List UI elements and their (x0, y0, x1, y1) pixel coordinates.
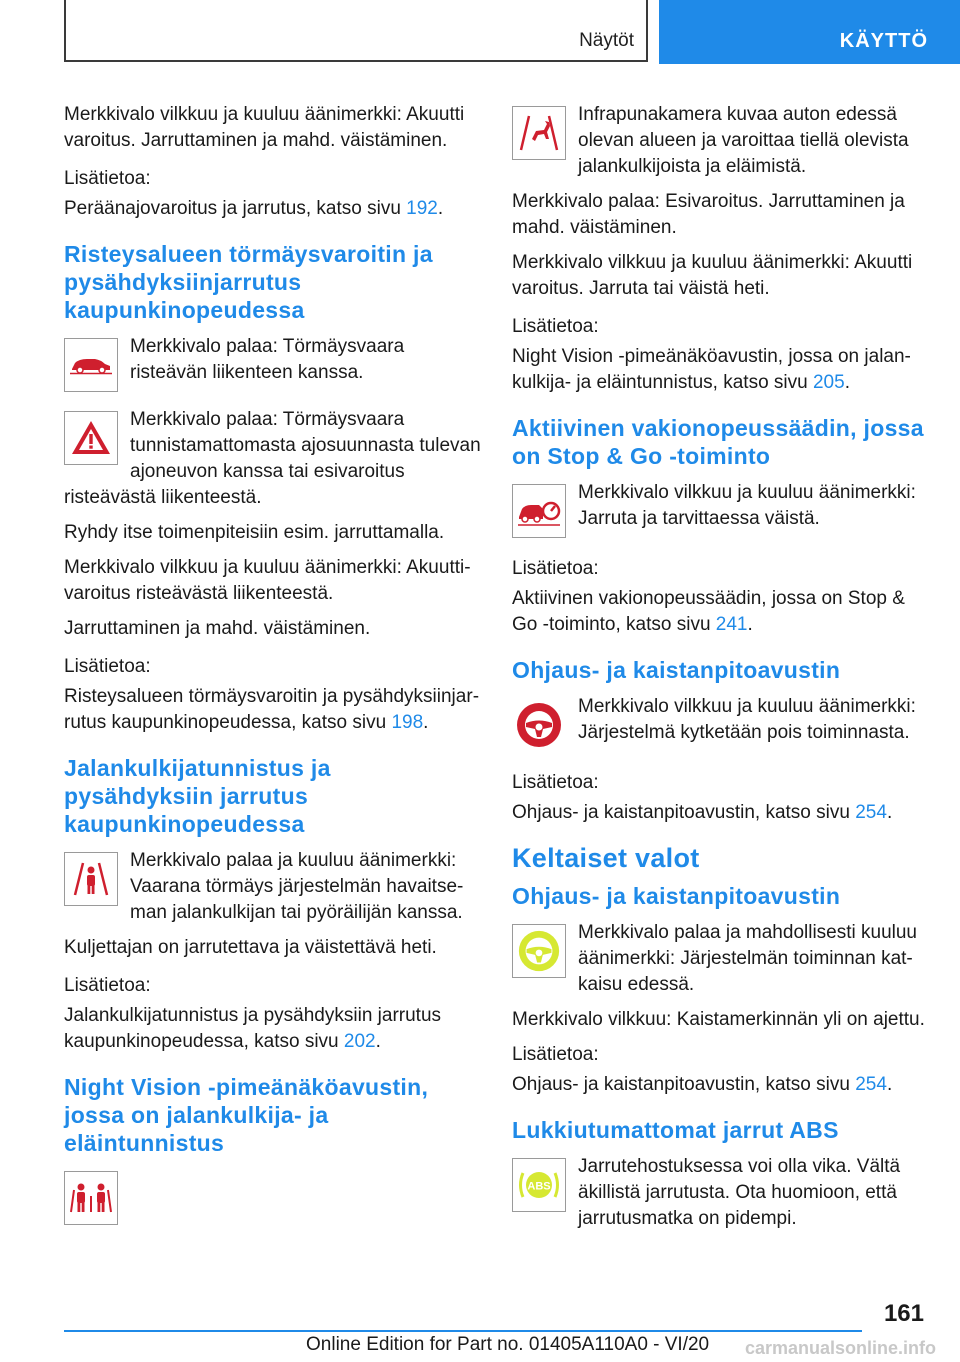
right-column (512, 102, 928, 1241)
more-info-label: Lisätietoa: (64, 975, 151, 996)
header-section-tab (64, 0, 648, 62)
reference: Jalankulkijatunnistus ja pysähdyksiin jarrutus kaupunkinopeudessa, katso sivu 202. (64, 1005, 442, 1052)
page-link[interactable]: 241 (715, 614, 748, 635)
pedestrian-warning-icon (64, 852, 118, 906)
steering-wheel-yellow-icon (512, 924, 566, 978)
watermark: carmanualsonline.info (744, 1338, 936, 1358)
page-number: 161 (883, 1300, 924, 1327)
section-heading: Jalankulkijatunnistus ja pysähdyksiin jarrutus kaupunkinopeudessa (64, 755, 331, 837)
warning-item (512, 480, 928, 544)
section-heading: Ohjaus- ja kaistanpitoavustin (512, 657, 841, 683)
section-heading: Night Vision -pimeänäköavustin, jossa on jalankulkija- ja eläintunnistus (64, 1074, 429, 1156)
paragraph: Merkkivalo vilkkuu ja kuuluu äänimerkki: Akuutti varoitus. Jarruttaminen ja mahd. väistäminen. (64, 104, 465, 151)
warning-text: Merkkivalo palaa ja mahdollisesti kuuluu äänimerkki: Järjestelmän toiminnan katkaisu edessä. (578, 922, 918, 995)
animal-warning-icon (512, 106, 566, 160)
more-info-label: Lisätietoa: (64, 656, 151, 677)
warning-item (512, 102, 928, 180)
page-link[interactable]: 205 (812, 372, 845, 393)
header-chapter-title: KÄYTTÖ (839, 30, 928, 52)
section-heading: Aktiivinen vakionopeussäädin, jossa on Stop & Go -toiminto (512, 415, 924, 469)
footer-divider (64, 1330, 862, 1332)
abs-icon (512, 1158, 566, 1212)
reference: Ohjaus- ja kaistanpitoavustin, katso sivu 254. (512, 1074, 893, 1095)
warning-triangle-icon (64, 411, 118, 465)
warning-item (64, 407, 482, 511)
cruise-control-warning-icon (512, 484, 566, 538)
more-info-label: Lisätietoa: (64, 168, 151, 189)
warning-text: Merkkivalo palaa: Törmäysvaara risteävän liikenteen kanssa. (130, 336, 405, 383)
header-section-title: Näytöt (579, 30, 634, 51)
warning-text: Merkkivalo palaa ja kuuluu äänimerkki: Vaarana törmäys järjestelmän havaitseman jalankulkijan tai pyöräilijän kanssa. (130, 850, 464, 923)
paragraph: Ryhdy itse toimenpiteisiin esim. jarruttamalla. (64, 522, 445, 543)
reference: Peräänajovaroitus ja jarrutus, katso sivu 192. (64, 198, 444, 219)
more-info-label: Lisätietoa: (512, 772, 599, 793)
warning-text: Infrapunakamera kuvaa auton edessä olevan alueen ja varoittaa tiellä olevista jalankulkijoista ja eläimistä. (578, 104, 909, 177)
warning-item (512, 1154, 928, 1232)
page-link[interactable]: 254 (855, 802, 887, 823)
more-info-label: Lisätietoa: (512, 316, 599, 337)
header-chapter-tab (659, 0, 960, 64)
paragraph: Jarruttaminen ja mahd. väistäminen. (64, 618, 371, 639)
warning-item (512, 920, 928, 998)
page-link[interactable]: 198 (391, 712, 424, 733)
svg-text:ABS: ABS (527, 1180, 551, 1193)
warning-item (64, 1167, 482, 1231)
paragraph: Merkkivalo vilkkuu ja kuuluu äänimerkki: Akuuttivaroitus risteävästä liikenteestä. (64, 557, 471, 604)
warning-text: Merkkivalo vilkkuu ja kuuluu äänimerkki: Järjestelmä kytketään pois toiminnasta. (578, 696, 916, 743)
warning-item (512, 694, 928, 758)
car-collision-icon (64, 338, 118, 392)
warning-text: Merkkivalo vilkkuu ja kuuluu äänimerkki: Jarruta ja tarvittaessa väistä. (578, 482, 916, 529)
warning-item (64, 334, 482, 398)
section-heading: Risteysalueen törmäysvaroitin ja pysähdyksiinjarrutus kaupunkinopeudessa (64, 241, 433, 323)
footer-edition: Online Edition for Part no. 01405A110A0 - VI/20 (306, 1334, 710, 1355)
more-info-label: Lisätietoa: (512, 558, 599, 579)
paragraph: Merkkivalo palaa: Esivaroitus. Jarruttaminen ja mahd. väistäminen. (512, 191, 905, 238)
warning-text: Jarrutehostuksessa voi olla vika. Vältä äkillistä jarrutusta. Ota huomioon, että jarrutusmatka on pidempi. (578, 1156, 901, 1229)
warning-text: Merkkivalo palaa: Törmäysvaara tunnistamattomasta ajosuunnasta tulevan ajoneuvon kanssa tai esivaroitus risteävästä liikenteestä. (64, 409, 481, 508)
left-column (64, 102, 482, 1240)
steering-wheel-red-icon (512, 698, 566, 752)
page-link[interactable]: 202 (343, 1031, 376, 1052)
section-heading: Lukkiutumattomat jarrut ABS (512, 1117, 839, 1143)
reference: Risteysalueen törmäysvaroitin ja pysähdyksiinjarrutus kaupunkinopeudessa, katso sivu 198. (64, 686, 480, 733)
more-info-label: Lisätietoa: (512, 1044, 599, 1065)
night-vision-pedestrians-icon (64, 1171, 118, 1225)
chapter-heading: Keltaiset valot (512, 843, 700, 873)
reference: Aktiivinen vakionopeussäädin, jossa on Stop & Go -toiminto, katso sivu 241. (512, 588, 905, 635)
paragraph: Merkkivalo vilkkuu ja kuuluu äänimerkki: Akuutti varoitus. Jarruta tai väistä heti. (512, 252, 913, 299)
paragraph: Merkkivalo vilkkuu: Kaistamerkinnän yli on ajettu. (512, 1009, 925, 1030)
reference: Night Vision -pimeänäköavustin, jossa on jalankulkija- ja eläintunnistus, katso sivu 205. (512, 346, 911, 393)
section-heading: Ohjaus- ja kaistanpitoavustin (512, 883, 841, 909)
paragraph: Kuljettajan on jarrutettava ja väistettävä heti. (64, 937, 437, 958)
reference: Ohjaus- ja kaistanpitoavustin, katso sivu 254. (512, 802, 893, 823)
page-link[interactable]: 254 (855, 1074, 887, 1095)
page-link[interactable]: 192 (406, 198, 438, 219)
warning-item (64, 848, 482, 926)
